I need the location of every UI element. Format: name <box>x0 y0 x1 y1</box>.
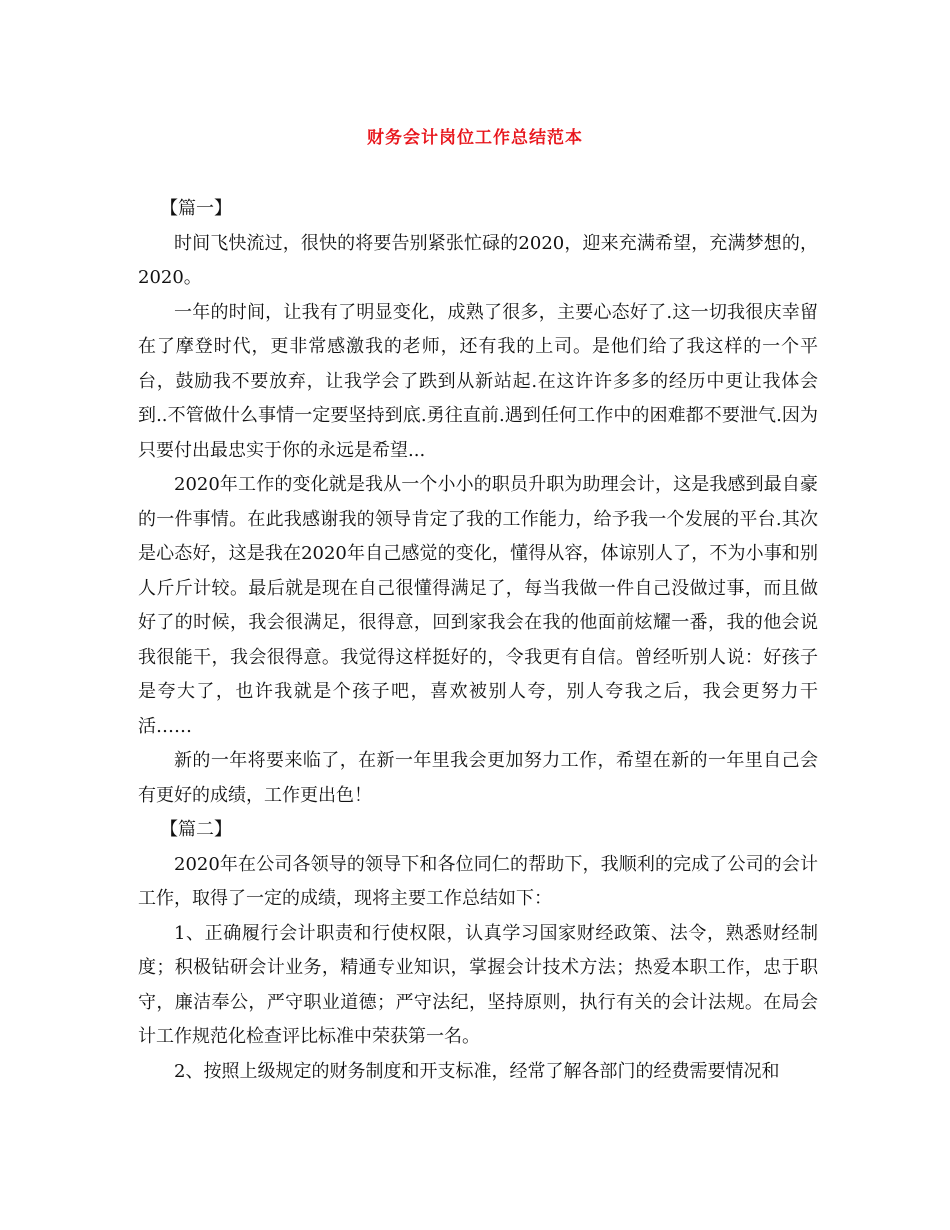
paragraph: 2020年工作的变化就是我从一个小小的职员升职为助理会计，这是我感到最自豪的一件事情。在此我感谢我的领导肯定了我的工作能力，给予我一个发展的平台.其次是心态好，这是我在2020年自己感觉的变化，懂得从容，体谅别人了，不为小事和别人斤斤计较。最后就是现在自己很懂得满足了，每当我做一件自己没做过事，而且做好了的时候，我会很满足，很得意，回到家我会在我的他面前炫耀一番，我的他会说我很能干，我会很得意。我觉得这样挺好的，令我更有自信。曾经听别人说：好孩子是夸大了，也许我就是个孩子吧，喜欢被别人夸，别人夸我之后，我会更努力干活…… <box>138 474 818 737</box>
section-heading: 【篇一】 <box>160 198 232 219</box>
document-body <box>138 192 818 1089</box>
document-title: 财务会计岗位工作总结范本 <box>367 128 583 148</box>
paragraph: 时间飞快流过，很快的将要告别紧张忙碌的2020，迎来充满希望，充满梦想的，2020。 <box>138 232 818 288</box>
paragraph: 2020年在公司各领导的领导下和各位同仁的帮助下，我顺利的完成了公司的会计工作，取得了一定的成绩，现将主要工作总结如下： <box>138 853 818 909</box>
paragraph: 2、按照上级规定的财务制度和开支标准，经常了解各部门的经费需要情况和 <box>174 1060 780 1082</box>
paragraph: 1、正确履行会计职责和行使权限，认真学习国家财经政策、法令，熟悉财经制度；积极钻研会计业务，精通专业知识，掌握会计技术方法；热爱本职工作，忠于职守，廉洁奉公，严守职业道德；严守法纪，坚持原则，执行有关的会计法规。在局会计工作规范化检查评比标准中荣获第一名。 <box>138 922 818 1047</box>
paragraph: 一年的时间，让我有了明显变化，成熟了很多，主要心态好了.这一切我很庆幸留在了摩登时代，更非常感激我的老师，还有我的上司。是他们给了我这样的一个平台，鼓励我不要放弃，让我学会了跌到从新站起.在这许许多多的经历中更让我体会到..不管做什么事情一定要坚持到底.勇往直前.遇到任何工作中的困难都不要泄气.因为只要付出最忠实于你的永远是希望... <box>138 301 818 461</box>
paragraph: 新的一年将要来临了，在新一年里我会更加努力工作，希望在新的一年里自己会有更好的成绩，工作更出色！ <box>138 750 818 806</box>
section-heading: 【篇二】 <box>160 819 232 840</box>
